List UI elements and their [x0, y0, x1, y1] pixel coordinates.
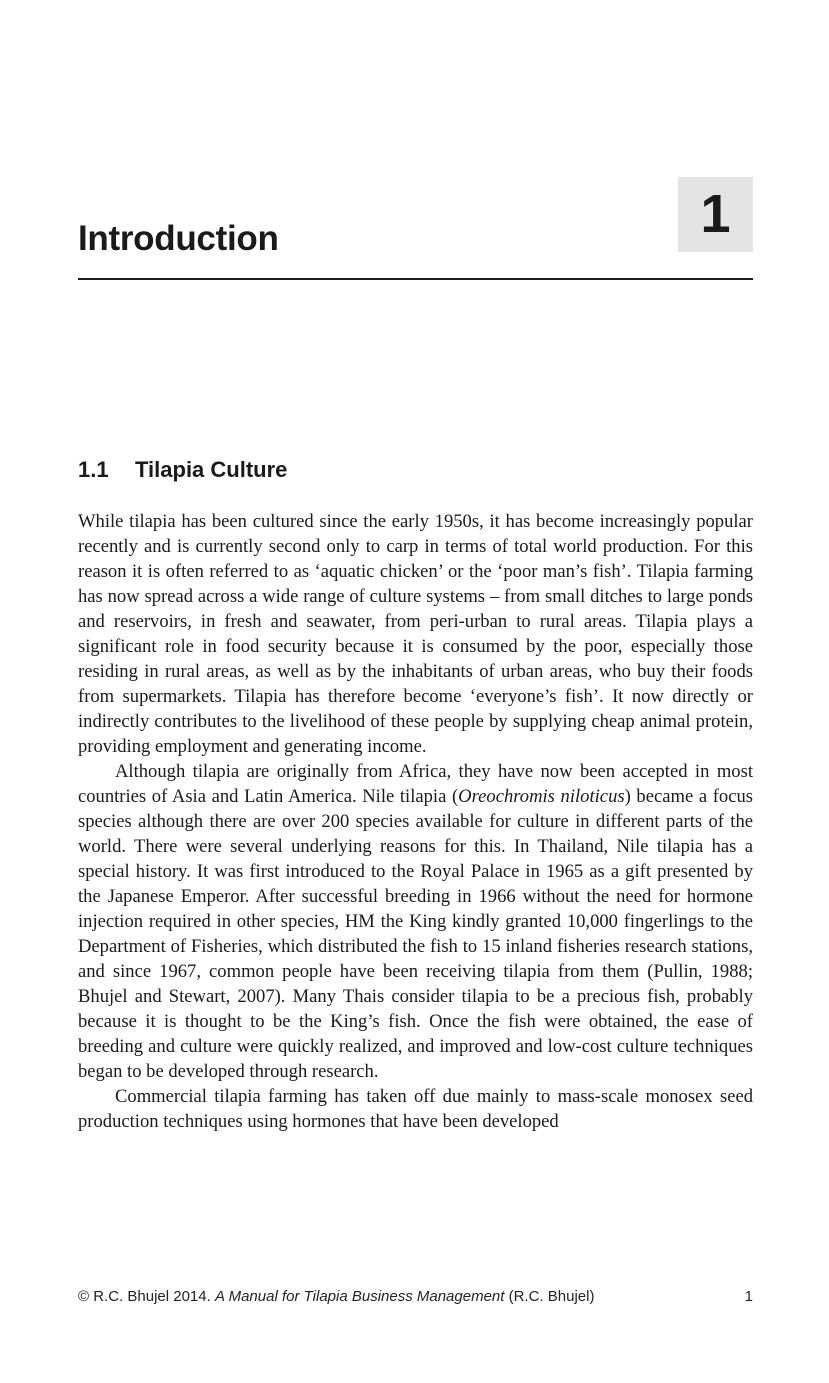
footer-copyright: © R.C. Bhujel 2014.: [78, 1288, 215, 1305]
chapter-header: [78, 177, 753, 280]
chapter-number-box: 1: [678, 177, 753, 252]
footer-author: (R.C. Bhujel): [504, 1288, 595, 1305]
section-heading: [78, 455, 287, 485]
footer-book-title: A Manual for Tilapia Business Management: [214, 1288, 505, 1305]
paragraph-2-start: Although tilapia are originally from Africa, they have now been accepted in most countries of Asia and Latin America. Nile tilapia (: [78, 761, 753, 807]
paragraph-1: While tilapia has been cultured since the early 1950s, it has become increasingly popular recently and is currently second only to carp in terms of total world production. For this reason it is often referred to as ‘aquatic chicken’ or the ‘poor man’s fish’. Tilapia farming has now spread across a wide range of culture systems – from small ditches to large ponds and reservoirs, in fresh and seawater, from peri-urban to rural areas. Tilapia plays a significant role in food security because it is consumed by the poor, especially those residing in rural areas, as well as by the inhabitants of urban areas, who buy their foods from supermarkets. Tilapia has therefore become ‘everyone’s fish’. It now directly or indirectly contributes to the livelihood of these people by supplying cheap animal protein, providing employment and generating income.: [78, 511, 753, 757]
species-name: Oreochromis niloticus: [458, 786, 625, 807]
paragraph-2: [78, 759, 753, 1084]
page-number: 1: [744, 1288, 753, 1305]
section-number: 1.1: [78, 457, 109, 482]
section-title: Tilapia Culture: [135, 457, 288, 482]
chapter-title: Introduction: [78, 219, 279, 258]
paragraph-3: Commercial tilapia farming has taken off due mainly to mass-scale monosex seed production techniques using hormones that have been developed: [78, 1086, 753, 1132]
body-text: [78, 509, 753, 1134]
page-footer: [78, 1286, 753, 1308]
paragraph-2-rest: ) became a focus species although there are over 200 species available for culture in different parts of the world. There were several underlying reasons for this. In Thailand, Nile tilapia has a special history. It was first introduced to the Royal Palace in 1965 as a gift presented by the Japanese Emperor. After successful breeding in 1966 without the need for hormone injection required in other species, HM the King kindly granted 10,000 fingerlings to the Department of Fisheries, which distributed the fish to 15 inland fisheries research stations, and since 1967, common people have been receiving tilapia from them (Pullin, 1988; Bhujel and Stewart, 2007). Many Thais consider tilapia to be a precious fish, probably because it is thought to be the King’s fish. Once the fish were obtained, the ease of breeding and culture were quickly realized, and improved and low-cost culture techniques began to be developed through research.: [78, 786, 754, 1082]
book-page: [78, 0, 753, 1383]
